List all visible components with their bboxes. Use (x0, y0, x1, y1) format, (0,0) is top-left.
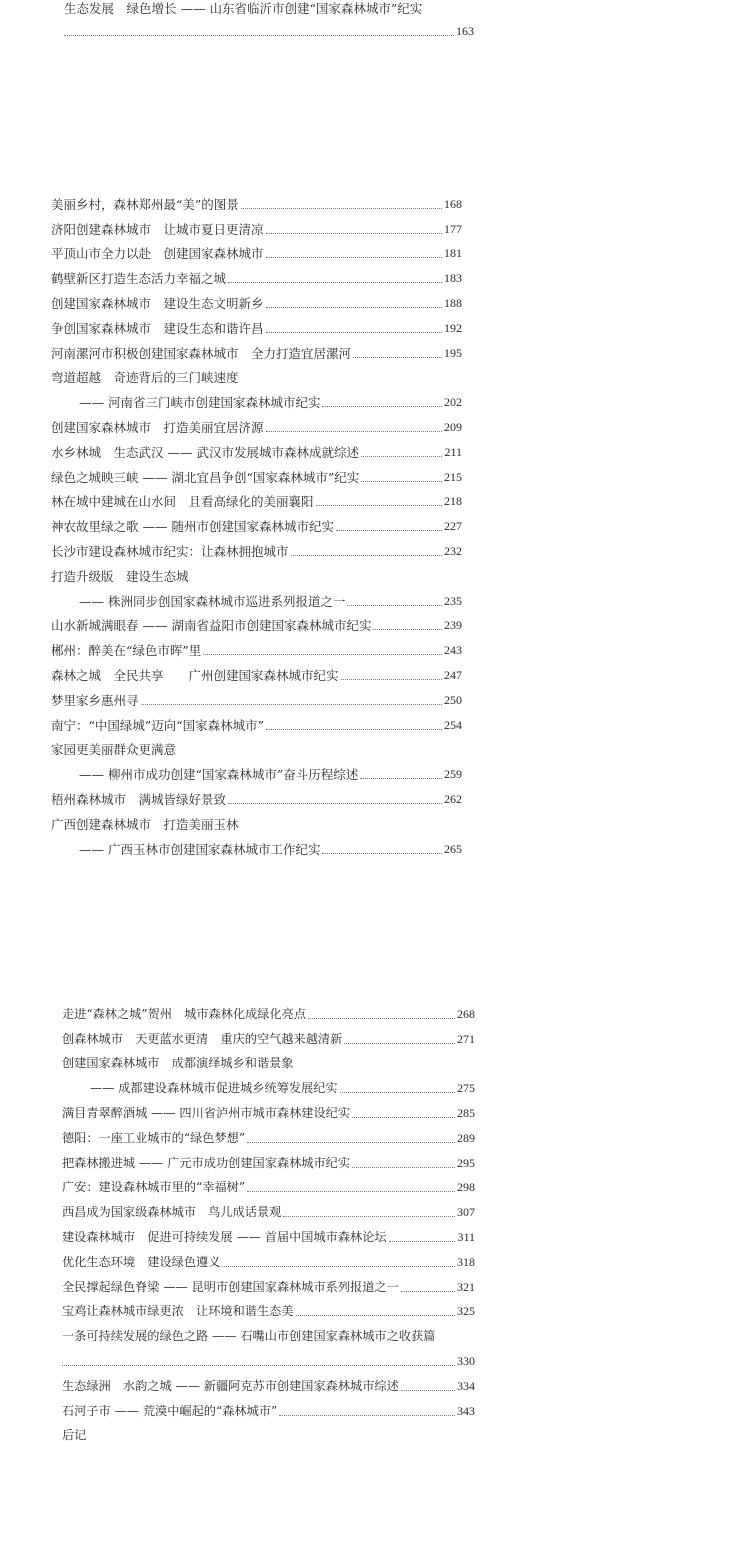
toc-entry (51, 807, 462, 832)
toc-entry-page-number: 271 (457, 1031, 475, 1046)
toc-entry-title: 绿色之城映三峡 —— 湖北宜昌争创“国家森林城市”纪实 (51, 469, 360, 485)
toc-entry-page-number: 188 (444, 295, 462, 310)
toc-entry-page-number: 298 (457, 1180, 475, 1195)
toc-entry (62, 1419, 475, 1444)
toc-entry (62, 1022, 475, 1047)
dot-leader (322, 406, 442, 407)
toc-entry-title: 平顶山市全力以赴 创建国家森林城市 (51, 246, 264, 262)
toc-entry-title: 石河子市 —— 荒漠中崛起的“森林城市” (62, 1403, 278, 1418)
toc-entry-page-number: 334 (457, 1378, 475, 1393)
toc-entry (51, 609, 462, 634)
toc-entry-page-number: 227 (444, 519, 462, 534)
toc-entry-page-number: 265 (444, 841, 462, 856)
toc-entry (51, 782, 462, 807)
toc-entry-page-number: 311 (457, 1229, 475, 1244)
toc-entry-title: 长沙市建设森林城市纪实：让森林拥抱城市 (51, 543, 289, 559)
dot-leader (266, 431, 442, 432)
toc-entry (51, 534, 462, 559)
dot-leader (344, 1043, 455, 1044)
toc-entry-title: 创建国家森林城市 建设生态文明新乡 (51, 295, 264, 311)
dot-leader (352, 1167, 455, 1168)
toc-entry-title: 德阳：一座工业城市的“绿色梦想” (62, 1130, 246, 1145)
dot-leader (401, 1291, 455, 1292)
toc-entry-page-number: 243 (444, 643, 462, 658)
toc-entry (51, 584, 462, 609)
dot-leader (347, 605, 442, 606)
toc-entry-title: 宝鸡让森林城市绿更浓 让环境和谐生态美 (62, 1304, 294, 1319)
dot-leader (389, 1241, 456, 1242)
toc-entry (62, 1394, 475, 1419)
toc-entry-page-number: 247 (444, 667, 462, 682)
toc-entry-page-number: 177 (444, 221, 462, 236)
toc-entry-title: 广安：建设森林城市里的“幸福树” (62, 1180, 246, 1195)
toc-entry (62, 1121, 475, 1146)
toc-entry (51, 683, 462, 708)
toc-entry (51, 410, 462, 435)
toc-entry-title: 生态发展 绿色增长 —— 山东省临沂市创建“国家森林城市”纪实 (64, 1, 423, 16)
toc-entry (62, 1220, 475, 1245)
toc-entry (51, 485, 462, 510)
toc-entry (62, 1369, 475, 1394)
toc-entry-page-number: 289 (457, 1130, 475, 1145)
toc-entry-title: 优化生态环境 建设绿色遵义 (62, 1254, 221, 1269)
toc-entry (62, 1270, 475, 1295)
toc-entry (64, 0, 474, 16)
dot-leader (322, 853, 442, 854)
toc-entry-page-number: 307 (457, 1205, 475, 1220)
dot-leader (222, 1266, 455, 1267)
toc-entry-page-number: 218 (444, 494, 462, 509)
toc-entry-title: 水乡林城 生态武汉 —— 武汉市发展城市森林成就综述 (51, 444, 359, 460)
dot-leader (266, 729, 442, 730)
dot-leader (266, 233, 442, 234)
toc-entry-title: 把森林搬进城 —— 广元市成功创建国家森林城市纪实 (62, 1155, 351, 1170)
dot-leader (247, 1191, 455, 1192)
toc-entry-page-number: 239 (444, 618, 462, 633)
toc-entry-title: 走进“森林之城”贺州 城市森林化成绿化亮点 (62, 1006, 307, 1021)
toc-entry (62, 1047, 475, 1072)
toc-entry-title: 创森林城市 天更蓝水更清 重庆的空气越来越清新 (62, 1031, 343, 1046)
toc-entry (51, 658, 462, 683)
toc-entry-page-number: 250 (444, 692, 462, 707)
toc-entry-page-number: 235 (444, 593, 462, 608)
toc-entry-page-number: 192 (444, 320, 462, 335)
toc-entry-title: —— 河南省三门峡市创建国家森林城市纪实 (79, 395, 321, 411)
toc-entry-title: 西昌成为国家级森林城市 鸟儿成话景观 (62, 1205, 282, 1220)
toc-entry (51, 633, 462, 658)
dot-leader (266, 332, 442, 333)
toc-entry-page-number: 262 (444, 791, 462, 806)
dot-leader (279, 1415, 455, 1416)
toc-entry (51, 286, 462, 311)
toc-entry-title: 梧州森林城市 满城皆绿好景致 (51, 791, 227, 807)
toc-entry-page-number: 330 (457, 1353, 475, 1368)
dot-leader (228, 282, 442, 283)
toc-entry-title: 梦里家乡惠州寻 (51, 692, 139, 708)
toc-entry-page-number: 254 (444, 717, 462, 732)
dot-leader (340, 1092, 455, 1093)
toc-entry (62, 1295, 475, 1320)
toc-entry-title: 争创国家森林城市 建设生态和谐许昌 (51, 320, 264, 336)
toc-entry-title: 林在城中建城在山水间 且看高绿化的美丽襄阳 (51, 494, 314, 510)
dot-leader (401, 1390, 455, 1391)
toc-entry-title: 山水新城满眼春 —— 湖南省益阳市创建国家森林城市纪实 (51, 618, 372, 634)
toc-entry-title: 家园更美丽群众更满意 (51, 742, 177, 758)
toc-entry-title: 鹤壁新区打造生态活力幸福之城 (51, 271, 227, 287)
toc-entry (51, 261, 462, 286)
toc-entry (62, 1171, 475, 1196)
toc-entry-title: 郴州：醉美在“绿色市晖”里 (51, 643, 202, 659)
toc-entry (51, 509, 462, 534)
dot-leader (283, 1216, 455, 1217)
dot-leader (316, 505, 442, 506)
dot-leader (308, 1018, 455, 1019)
dot-leader (352, 1117, 455, 1118)
toc-entry-page-number: 268 (457, 1006, 475, 1021)
toc-entry (62, 1071, 475, 1096)
dot-leader (360, 778, 442, 779)
toc-entry-title: 后记 (62, 1428, 87, 1443)
toc-entry-page-number: 259 (444, 767, 462, 782)
toc-entry-page-number: 163 (456, 24, 474, 38)
dot-leader (361, 481, 442, 482)
toc-entry-title: 满目青翠醉酒城 —— 四川省泸州市城市森林建设纪实 (62, 1105, 351, 1120)
dot-leader (336, 530, 442, 531)
toc-entry-title: —— 株洲同步创国家森林城市巡进系列报道之一 (79, 593, 346, 609)
toc-entry-page-number: 275 (457, 1081, 475, 1096)
toc-entry (51, 237, 462, 262)
toc-entry (62, 1319, 475, 1344)
dot-leader (266, 257, 442, 258)
dot-leader (203, 654, 442, 655)
toc-entry-page-number: 325 (457, 1304, 475, 1319)
toc-entry (62, 1195, 475, 1220)
toc-entry (51, 757, 462, 782)
toc-entry-title: 河南漯河市积极创建国家森林城市 全力打造宜居漯河 (51, 345, 352, 361)
toc-entry-title: 创建国家森林城市 打造美丽宜居济源 (51, 419, 264, 435)
dot-leader (291, 555, 442, 556)
toc-entry-title: 生态绿洲 水韵之城 —— 新疆阿克苏市创建国家森林城市综述 (62, 1378, 399, 1393)
toc-entry (51, 733, 462, 758)
toc-entry-page-number: 202 (444, 395, 462, 410)
dot-leader (296, 1315, 455, 1316)
toc-entry (64, 16, 474, 39)
toc-entry (51, 435, 462, 460)
toc-entry (62, 997, 475, 1022)
toc-entry (51, 460, 462, 485)
dot-leader (64, 35, 454, 36)
toc-entry (51, 385, 462, 410)
dot-leader (247, 1142, 455, 1143)
toc-entry-page-number: 181 (444, 246, 462, 261)
toc-entry-title: 打造升级版 建设生态城 (51, 568, 189, 584)
toc-entry (51, 336, 462, 361)
dot-leader (141, 704, 442, 705)
dot-leader (241, 208, 442, 209)
toc-entry (51, 311, 462, 336)
toc-entry (62, 1344, 475, 1369)
dot-leader (62, 1365, 455, 1366)
toc-entry (51, 832, 462, 857)
toc-entry-page-number: 343 (457, 1403, 475, 1418)
toc-entry-page-number: 195 (444, 345, 462, 360)
toc-entry-page-number: 211 (444, 444, 462, 459)
toc-section-3 (62, 997, 475, 1443)
toc-entry-page-number: 168 (444, 196, 462, 211)
dot-leader (373, 629, 442, 630)
toc-entry (51, 187, 462, 212)
toc-section-2 (51, 187, 462, 857)
dot-leader (266, 307, 442, 308)
toc-entry (51, 212, 462, 237)
toc-entry-title: 济阳创建森林城市 让城市夏日更清凉 (51, 221, 264, 237)
dot-leader (341, 679, 442, 680)
toc-entry (51, 708, 462, 733)
toc-entry-page-number: 321 (457, 1279, 475, 1294)
toc-entry-title: 美丽乡村，森林郑州最“美”的图景 (51, 196, 239, 212)
toc-entry-title: 创建国家森林城市 成都演绎城乡和谐景象 (62, 1056, 294, 1071)
toc-entry (62, 1096, 475, 1121)
toc-entry-page-number: 318 (457, 1254, 475, 1269)
toc-entry (62, 1146, 475, 1171)
toc-entry (51, 361, 462, 386)
toc-entry-title: 森林之城 全民共享 广州创建国家森林城市纪实 (51, 667, 339, 683)
toc-section-1 (64, 0, 474, 39)
toc-entry-page-number: 285 (457, 1105, 475, 1120)
toc-entry-title: —— 柳州市成功创建“国家森林城市”奋斗历程综述 (79, 767, 359, 783)
dot-leader (361, 456, 442, 457)
toc-entry-title: 一条可持续发展的绿色之路 —— 石嘴山市创建国家森林城市之收获篇 (62, 1329, 436, 1344)
toc-entry-title: 全民撑起绿色脊梁 —— 昆明市创建国家森林城市系列报道之一 (62, 1279, 399, 1294)
toc-entry-page-number: 209 (444, 419, 462, 434)
toc-entry-title: 建设森林城市 促进可持续发展 —— 首届中国城市森林论坛 (62, 1229, 387, 1244)
toc-entry-title: 弯道超越 奇迹背后的三门峡速度 (51, 370, 239, 386)
toc-entry-page-number: 295 (457, 1155, 475, 1170)
toc-entry-title: 神农故里绿之歌 —— 随州市创建国家森林城市纪实 (51, 519, 334, 535)
toc-entry (51, 559, 462, 584)
toc-entry-page-number: 183 (444, 271, 462, 286)
toc-entry-title: —— 广西玉林市创建国家森林城市工作纪实 (79, 841, 321, 857)
toc-entry-page-number: 232 (444, 543, 462, 558)
toc-entry-page-number: 215 (444, 469, 462, 484)
dot-leader (228, 803, 442, 804)
dot-leader (353, 357, 442, 358)
toc-entry-title: —— 成都建设森林城市促进城乡统筹发展纪实 (90, 1081, 338, 1096)
toc-entry-title: 南宁：“中国绿城”迈向“国家森林城市” (51, 717, 265, 733)
toc-entry (62, 1245, 475, 1270)
toc-entry-title: 广西创建森林城市 打造美丽玉林 (51, 816, 239, 832)
